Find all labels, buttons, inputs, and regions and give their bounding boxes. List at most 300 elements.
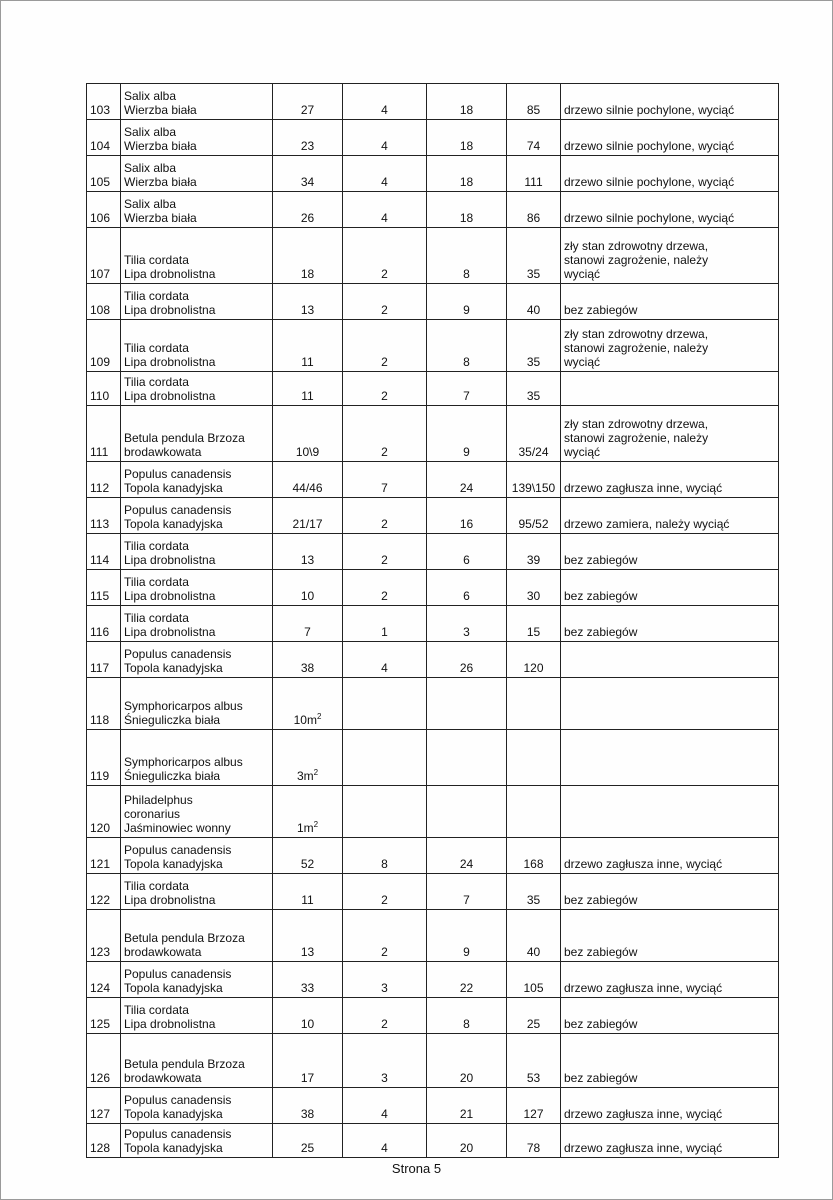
remark-line: bez zabiegów xyxy=(564,1017,638,1031)
species-line: Tilia cordata xyxy=(124,375,189,389)
value-c2: 4 xyxy=(343,642,427,678)
table-row xyxy=(87,84,779,120)
value-col1 xyxy=(273,730,343,786)
species-line: Topola kanadyjska xyxy=(124,857,223,871)
species-name xyxy=(121,462,273,498)
species-line: Tilia cordata xyxy=(124,879,189,893)
value-c4: 40 xyxy=(507,910,561,962)
value-c3: 18 xyxy=(427,84,507,120)
table-row xyxy=(87,462,779,498)
species-line: Populus canadensis xyxy=(124,467,232,481)
remarks xyxy=(561,320,779,372)
value-c2: 2 xyxy=(343,372,427,406)
remarks xyxy=(561,838,779,874)
remark-line: bez zabiegów xyxy=(564,303,638,317)
table-row xyxy=(87,192,779,228)
value-col1 xyxy=(273,1034,343,1088)
value-col1 xyxy=(273,910,343,962)
row-number: 124 xyxy=(87,962,121,998)
remark-line: bez zabiegów xyxy=(564,893,638,907)
remark-line: zły stan zdrowotny drzewa, xyxy=(564,417,709,431)
row-number: 104 xyxy=(87,120,121,156)
species-name xyxy=(121,120,273,156)
remarks xyxy=(561,1088,779,1124)
value-col1 xyxy=(273,678,343,730)
value-col1 xyxy=(273,462,343,498)
remark-line: drzewo zagłusza inne, wyciąć xyxy=(564,481,723,495)
species-line: brodawkowata xyxy=(124,445,202,459)
table-row xyxy=(87,372,779,406)
species-line: Tilia cordata xyxy=(124,575,189,589)
table-row xyxy=(87,910,779,962)
value-c4 xyxy=(507,678,561,730)
value-c4: 25 xyxy=(507,998,561,1034)
value-c4: 35/24 xyxy=(507,406,561,462)
value-text: 52 xyxy=(300,857,315,871)
value-c2 xyxy=(343,730,427,786)
table-body xyxy=(87,84,779,1158)
row-number: 126 xyxy=(87,1034,121,1088)
species-line: brodawkowata xyxy=(124,945,202,959)
species-name xyxy=(121,730,273,786)
value-col1 xyxy=(273,642,343,678)
species-line: Symphoricarpos albus xyxy=(124,755,243,769)
row-number: 106 xyxy=(87,192,121,228)
value-text: 10\9 xyxy=(295,445,320,459)
remark-line: wyciąć xyxy=(564,267,601,281)
remarks xyxy=(561,192,779,228)
value-c2: 8 xyxy=(343,838,427,874)
species-line: Tilia cordata xyxy=(124,253,189,267)
species-line: Topola kanadyjska xyxy=(124,1107,223,1121)
species-line: Populus canadensis xyxy=(124,647,232,661)
row-number: 121 xyxy=(87,838,121,874)
value-c4: 86 xyxy=(507,192,561,228)
remarks xyxy=(561,84,779,120)
species-line: Tilia cordata xyxy=(124,1003,189,1017)
value-col1 xyxy=(273,120,343,156)
remarks xyxy=(561,642,779,678)
row-number: 118 xyxy=(87,678,121,730)
remarks xyxy=(561,678,779,730)
species-line: Populus canadensis xyxy=(124,967,232,981)
tree-inventory-table xyxy=(86,83,779,1158)
remark-line: bez zabiegów xyxy=(564,625,638,639)
species-line: Jaśminowiec wonny xyxy=(124,821,231,835)
remark-line: drzewo silnie pochylone, wyciąć xyxy=(564,211,735,225)
value-c4: 120 xyxy=(507,642,561,678)
remarks xyxy=(561,962,779,998)
value-c2 xyxy=(343,678,427,730)
value-text: 13 xyxy=(300,945,315,959)
value-c4: 30 xyxy=(507,570,561,606)
remarks xyxy=(561,570,779,606)
row-number: 105 xyxy=(87,156,121,192)
value-text: 38 xyxy=(300,1107,315,1121)
remark-line: bez zabiegów xyxy=(564,589,638,603)
species-line: Symphoricarpos albus xyxy=(124,699,243,713)
value-c2: 2 xyxy=(343,534,427,570)
value-c3: 20 xyxy=(427,1034,507,1088)
value-text: 23 xyxy=(300,139,315,153)
value-c2: 2 xyxy=(343,998,427,1034)
species-line: Lipa drobnolistna xyxy=(124,1017,216,1031)
value-c3: 6 xyxy=(427,570,507,606)
table-row xyxy=(87,320,779,372)
species-line: Lipa drobnolistna xyxy=(124,267,216,281)
species-line: Tilia cordata xyxy=(124,289,189,303)
value-c3: 7 xyxy=(427,372,507,406)
remark-line: drzewo zagłusza inne, wyciąć xyxy=(564,1141,723,1155)
species-line: Wierzba biała xyxy=(124,139,197,153)
remark-line: zły stan zdrowotny drzewa, xyxy=(564,327,709,341)
value-c3: 22 xyxy=(427,962,507,998)
species-line: Salix alba xyxy=(124,161,177,175)
value-col1 xyxy=(273,284,343,320)
value-col1 xyxy=(273,534,343,570)
remarks xyxy=(561,228,779,284)
value-c4 xyxy=(507,786,561,838)
value-c3: 18 xyxy=(427,120,507,156)
value-c3: 8 xyxy=(427,320,507,372)
value-c3: 8 xyxy=(427,998,507,1034)
value-c3 xyxy=(427,678,507,730)
value-col1 xyxy=(273,320,343,372)
value-c3: 21 xyxy=(427,1088,507,1124)
value-c2 xyxy=(343,786,427,838)
value-text: 44/46 xyxy=(292,481,323,495)
value-text: 7 xyxy=(304,625,311,639)
remark-line: bez zabiegów xyxy=(564,553,638,567)
value-c2: 2 xyxy=(343,228,427,284)
value-text: 11 xyxy=(301,893,314,907)
remarks xyxy=(561,284,779,320)
species-line: Philadelphus xyxy=(124,793,193,807)
value-col1 xyxy=(273,838,343,874)
value-c4: 168 xyxy=(507,838,561,874)
species-line: Wierzba biała xyxy=(124,103,197,117)
species-name xyxy=(121,498,273,534)
value-c4: 127 xyxy=(507,1088,561,1124)
species-line: Populus canadensis xyxy=(124,1127,232,1141)
table-row xyxy=(87,228,779,284)
table-row xyxy=(87,1034,779,1088)
remark-line: bez zabiegów xyxy=(564,945,638,959)
species-name xyxy=(121,678,273,730)
value-text: 10 xyxy=(300,589,315,603)
remarks xyxy=(561,998,779,1034)
value-c3: 24 xyxy=(427,462,507,498)
value-text: 25 xyxy=(300,1141,315,1155)
row-number: 103 xyxy=(87,84,121,120)
row-number: 120 xyxy=(87,786,121,838)
species-line: Tilia cordata xyxy=(124,539,189,553)
table-row xyxy=(87,1088,779,1124)
value-text: 21/17 xyxy=(292,517,323,531)
value-c4: 15 xyxy=(507,606,561,642)
species-line: Topola kanadyjska xyxy=(124,517,223,531)
table-row xyxy=(87,498,779,534)
value-c4: 35 xyxy=(507,228,561,284)
species-name xyxy=(121,534,273,570)
species-line: Wierzba biała xyxy=(124,175,197,189)
value-c4: 35 xyxy=(507,874,561,910)
table-row xyxy=(87,606,779,642)
value-c4: 105 xyxy=(507,962,561,998)
species-name xyxy=(121,606,273,642)
value-col1 xyxy=(273,606,343,642)
remarks xyxy=(561,156,779,192)
remarks xyxy=(561,534,779,570)
superscript: 2 xyxy=(316,712,322,721)
remark-line: zły stan zdrowotny drzewa, xyxy=(564,239,709,253)
value-c3: 9 xyxy=(427,910,507,962)
remarks xyxy=(561,462,779,498)
remark-line: drzewo silnie pochylone, wyciąć xyxy=(564,103,735,117)
value-c2: 3 xyxy=(343,1034,427,1088)
remarks xyxy=(561,1124,779,1158)
remarks xyxy=(561,372,779,406)
species-line: Populus canadensis xyxy=(124,503,232,517)
species-line: Populus canadensis xyxy=(124,843,232,857)
value-text: 13 xyxy=(300,303,315,317)
value-text: 38 xyxy=(300,661,315,675)
value-c2: 2 xyxy=(343,874,427,910)
species-line: Populus canadensis xyxy=(124,1093,232,1107)
value-c2: 2 xyxy=(343,498,427,534)
row-number: 122 xyxy=(87,874,121,910)
value-c3: 8 xyxy=(427,228,507,284)
species-name xyxy=(121,838,273,874)
value-c3: 20 xyxy=(427,1124,507,1158)
species-name xyxy=(121,228,273,284)
species-line: Betula pendula Brzoza xyxy=(124,431,245,445)
species-line: Topola kanadyjska xyxy=(124,661,223,675)
species-line: Tilia cordata xyxy=(124,611,189,625)
value-c3: 9 xyxy=(427,406,507,462)
species-name xyxy=(121,786,273,838)
value-c4: 111 xyxy=(507,156,561,192)
value-c2: 2 xyxy=(343,406,427,462)
remarks xyxy=(561,120,779,156)
species-line: Lipa drobnolistna xyxy=(124,625,216,639)
species-name xyxy=(121,406,273,462)
row-number: 127 xyxy=(87,1088,121,1124)
remarks xyxy=(561,786,779,838)
species-name xyxy=(121,642,273,678)
row-number: 128 xyxy=(87,1124,121,1158)
table-row xyxy=(87,678,779,730)
row-number: 111 xyxy=(87,406,121,462)
value-c2: 4 xyxy=(343,1124,427,1158)
value-text: 34 xyxy=(300,175,315,189)
table-row xyxy=(87,534,779,570)
value-c3: 18 xyxy=(427,156,507,192)
remarks xyxy=(561,874,779,910)
value-c2: 1 xyxy=(343,606,427,642)
table-row xyxy=(87,1124,779,1158)
remark-line: wyciąć xyxy=(564,445,601,459)
row-number: 107 xyxy=(87,228,121,284)
remark-line: drzewo zagłusza inne, wyciąć xyxy=(564,857,723,871)
value-text: 3m xyxy=(296,769,314,783)
value-c4: 35 xyxy=(507,320,561,372)
value-c4: 95/52 xyxy=(507,498,561,534)
species-line: Śnieguliczka biała xyxy=(124,713,221,727)
superscript: 2 xyxy=(313,768,319,777)
remark-line: drzewo zamiera, należy wyciąć xyxy=(564,517,730,531)
remarks xyxy=(561,498,779,534)
row-number: 117 xyxy=(87,642,121,678)
species-line: Salix alba xyxy=(124,197,177,211)
species-name xyxy=(121,192,273,228)
species-line: coronarius xyxy=(124,807,181,821)
value-col1 xyxy=(273,1124,343,1158)
value-col1 xyxy=(273,156,343,192)
value-text: 27 xyxy=(300,103,315,117)
value-c3 xyxy=(427,730,507,786)
row-number: 119 xyxy=(87,730,121,786)
value-text: 26 xyxy=(300,211,315,225)
remark-line: wyciąć xyxy=(564,355,601,369)
value-c3: 9 xyxy=(427,284,507,320)
value-c4: 74 xyxy=(507,120,561,156)
table-row xyxy=(87,786,779,838)
species-line: Lipa drobnolistna xyxy=(124,893,216,907)
page-footer: Strona 5 xyxy=(391,1161,442,1176)
row-number: 108 xyxy=(87,284,121,320)
remarks xyxy=(561,1034,779,1088)
value-col1 xyxy=(273,84,343,120)
table-row xyxy=(87,156,779,192)
value-c2: 4 xyxy=(343,120,427,156)
value-col1 xyxy=(273,498,343,534)
species-line: Salix alba xyxy=(124,89,177,103)
species-name xyxy=(121,84,273,120)
species-line: Lipa drobnolistna xyxy=(124,303,216,317)
value-col1 xyxy=(273,192,343,228)
species-line: Lipa drobnolistna xyxy=(124,553,216,567)
table-row xyxy=(87,406,779,462)
species-name xyxy=(121,570,273,606)
value-col1 xyxy=(273,1088,343,1124)
value-col1 xyxy=(273,406,343,462)
value-c2: 2 xyxy=(343,320,427,372)
value-c4: 35 xyxy=(507,372,561,406)
species-line: brodawkowata xyxy=(124,1071,202,1085)
species-name xyxy=(121,874,273,910)
table-row xyxy=(87,284,779,320)
value-col1 xyxy=(273,786,343,838)
value-c2: 4 xyxy=(343,192,427,228)
value-text: 1m xyxy=(296,821,314,835)
value-c4 xyxy=(507,730,561,786)
row-number: 116 xyxy=(87,606,121,642)
value-c2: 3 xyxy=(343,962,427,998)
table-row xyxy=(87,120,779,156)
row-number: 113 xyxy=(87,498,121,534)
table-row xyxy=(87,874,779,910)
remark-line: bez zabiegów xyxy=(564,1071,638,1085)
value-c2: 4 xyxy=(343,84,427,120)
value-text: 10m xyxy=(293,713,317,727)
value-c3: 6 xyxy=(427,534,507,570)
species-name xyxy=(121,156,273,192)
value-text: 13 xyxy=(300,553,315,567)
superscript: 2 xyxy=(313,820,319,829)
species-line: Topola kanadyjska xyxy=(124,1141,223,1155)
remarks xyxy=(561,910,779,962)
value-c3: 16 xyxy=(427,498,507,534)
value-text: 18 xyxy=(300,267,315,281)
value-c2: 4 xyxy=(343,156,427,192)
species-line: Lipa drobnolistna xyxy=(124,355,216,369)
species-name xyxy=(121,320,273,372)
species-name xyxy=(121,1034,273,1088)
value-col1 xyxy=(273,962,343,998)
table-row xyxy=(87,570,779,606)
value-c3 xyxy=(427,786,507,838)
value-c2: 2 xyxy=(343,570,427,606)
species-name xyxy=(121,372,273,406)
value-c4: 139\150 xyxy=(507,462,561,498)
row-number: 125 xyxy=(87,998,121,1034)
value-c3: 7 xyxy=(427,874,507,910)
species-name xyxy=(121,284,273,320)
row-number: 112 xyxy=(87,462,121,498)
species-line: Betula pendula Brzoza xyxy=(124,1057,245,1071)
row-number: 109 xyxy=(87,320,121,372)
value-text: 10 xyxy=(300,1017,315,1031)
remark-line: stanowi zagrożenie, należy xyxy=(564,431,709,445)
species-line: Topola kanadyjska xyxy=(124,981,223,995)
value-col1 xyxy=(273,372,343,406)
remarks xyxy=(561,730,779,786)
value-c4: 53 xyxy=(507,1034,561,1088)
value-c4: 40 xyxy=(507,284,561,320)
species-name xyxy=(121,910,273,962)
value-col1 xyxy=(273,874,343,910)
species-line: Tilia cordata xyxy=(124,341,189,355)
value-c3: 26 xyxy=(427,642,507,678)
value-text: 33 xyxy=(300,981,315,995)
row-number: 123 xyxy=(87,910,121,962)
species-line: Topola kanadyjska xyxy=(124,481,223,495)
species-line: Lipa drobnolistna xyxy=(124,389,216,403)
table-row xyxy=(87,838,779,874)
remark-line: drzewo zagłusza inne, wyciąć xyxy=(564,981,723,995)
remark-line: drzewo zagłusza inne, wyciąć xyxy=(564,1107,723,1121)
value-text: 11 xyxy=(301,355,314,369)
remark-line: drzewo silnie pochylone, wyciąć xyxy=(564,139,735,153)
value-col1 xyxy=(273,570,343,606)
row-number: 110 xyxy=(87,372,121,406)
value-c4: 39 xyxy=(507,534,561,570)
species-name xyxy=(121,1124,273,1158)
value-col1 xyxy=(273,228,343,284)
value-c4: 78 xyxy=(507,1124,561,1158)
value-c3: 18 xyxy=(427,192,507,228)
species-line: Betula pendula Brzoza xyxy=(124,931,245,945)
row-number: 114 xyxy=(87,534,121,570)
table-row xyxy=(87,998,779,1034)
species-name xyxy=(121,962,273,998)
species-line: Wierzba biała xyxy=(124,211,197,225)
species-name xyxy=(121,1088,273,1124)
remark-line: stanowi zagrożenie, należy xyxy=(564,253,709,267)
value-col1 xyxy=(273,998,343,1034)
value-c2: 2 xyxy=(343,284,427,320)
